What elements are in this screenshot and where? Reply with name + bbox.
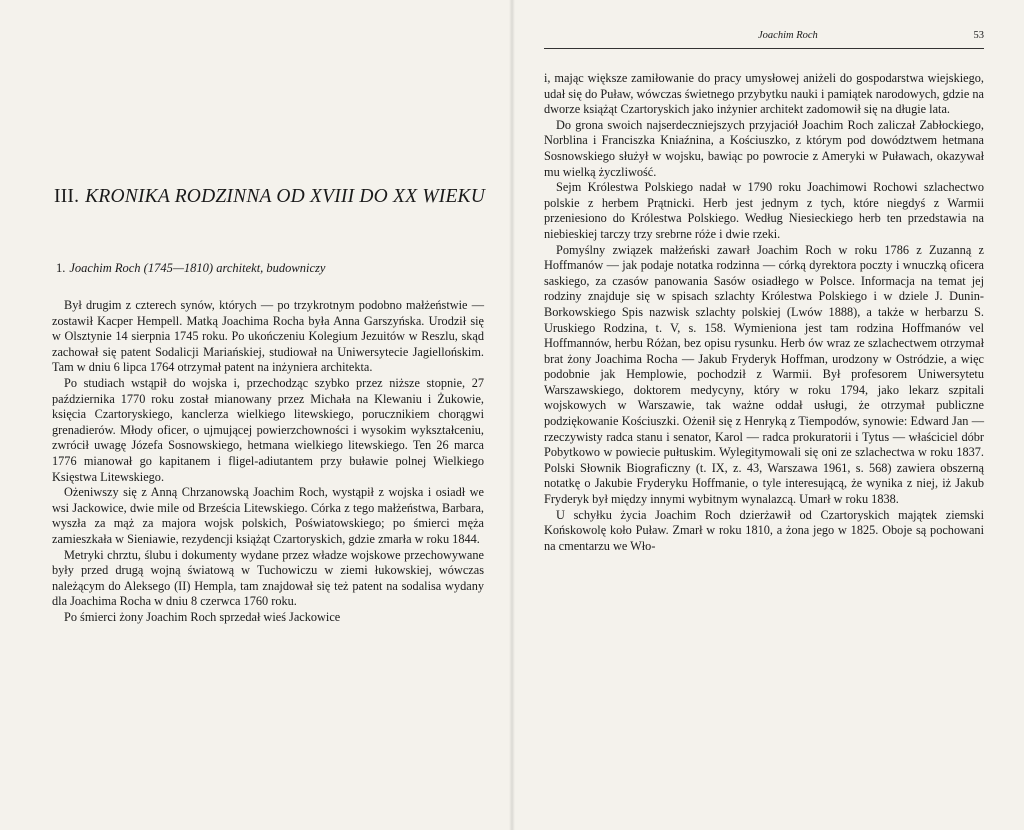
- running-head: [544, 28, 984, 49]
- paragraph: Był drugim z czterech synów, których — po trzykrotnym podobno małżeństwie — zostawił Kacper Hempell. Matką Joachima Rocha była Anna Garszyńska. Urodził się w Olsztynie 14 sierpnia 1745 roku. Po ukończeniu Kolegium Jezuitów w Reszlu, skąd zachował się patent Sodalicji Mariańskiej, studiował na Uniwersytecie Jagiellońskim. Tam w dniu 6 lipca 1764 otrzymał patent na inżyniera architekta.: [52, 298, 484, 375]
- right-page: [512, 0, 1024, 830]
- paragraph: Sejm Królestwa Polskiego nadał w 1790 roku Joachimowi Rochowi szlachectwo polskie z herbem Prątnicki. Herb jest jednym z tych, które niegdyś z Warmii przeniesiono do Królestwa Polskiego. Według Niesieckiego herb ten przedstawia na niebieskiej tarczy trzy srebrne róże i dwie rzeki.: [544, 180, 984, 241]
- paragraph: Po studiach wstąpił do wojska i, przechodząc szybko przez niższe stopnie, 27 października 1770 roku został mianowany przez Michała na Klewaniu i Żukowie, księcia Czartoryskiego, kanclerza wielkiego litewskiego, porucznikiem chorągwi grenadierów. Młody oficer, o ujmującej powierzchowności i wysokim wykształceniu, zwrócił uwagę Józefa Sosnowskiego, hetmana wielkiego litewskiego. Ten 26 marca 1776 mianował go kapitanem i fligel-adiutantem przy buławie polnej Wielkiego Księstwa Litewskiego.: [52, 375, 484, 484]
- chapter-title: [54, 186, 504, 208]
- paragraph: Ożeniwszy się z Anną Chrzanowską Joachim Roch, wystąpił z wojska i osiadł we wsi Jackowice, dwie mile od Brześcia Litewskiego. Córka z tego małżeństwa, Barbara, wyszła za mąż za majora wojsk polskich, Poświatowskiego; po śmierci męża zamieszkała w Sieniawie, rezydencji książąt Czartoryskich, gdzie zmarła w roku 1844.: [52, 485, 484, 546]
- paragraph: Pomyślny związek małżeński zawarł Joachim Roch w roku 1786 z Zuzanną z Hoffmanów — jak podaje notatka rodzinna — córką dyrektora poczty i wnuczką oficera saskiego, za czasów panowania Sasów osiadłego w Polsce. Informacja na temat jej rodziny znajduje się w spisach szlachty Królestwa Polskiego i w dziele J. Dunin-Borkowskiego Spis nazwisk szlachty polskiej (Lwów 1888), a także w herbarzu S. Uruskiego Rodzina, t. V, s. 158. Wymieniona jest tam rodzina Hoffmanów vel Hoffmannów, herbu Różan, bez opisu rysunku. Herb ów wraz ze szlachectwem otrzymał brat żony Joachima Rocha — Jakub Fryderyk Hoffman, urodzony w Ostródzie, a więc podobnie jak Hemplowie, pochodził z Warmii. Był profesorem Uniwersytetu Warszawskiego, doktorem medycyny, który w roku 1794, jako lekarz szpitali wojskowych w Warszawie, tak ważne oddał usługi, że otrzymał publiczne podziękowanie Kościuszki. Ożenił się z Henryką z Tiempodów, synowie: Edward Jan — rzeczywisty radca stanu i senator, Karol — radca prokuratorii i Tytus — właściciel dóbr Pobytkowo w powiecie pułtuskim. Wylegitymowali się oni ze szlachectwa w roku 1837. Polski Słownik Biograficzny (t. IX, z. 43, Warszawa 1961, s. 568) zawiera obszerną notatkę o Jakubie Fryderyku Hoffmanie, o tyle interesującą, że wynika z niej, iż Jakub Fryderyk był między innymi wybitnym wynalazcą. Umarł w roku 1838.: [544, 242, 984, 507]
- section-heading: [56, 261, 506, 276]
- left-body-text: [52, 298, 484, 625]
- running-head-author: Joachim Roch: [758, 30, 818, 41]
- section-number: 1.: [56, 261, 66, 275]
- page-number: 53: [973, 30, 984, 41]
- chapter-title-text: KRONIKA RODZINNA OD XVIII DO XX WIEKU: [85, 186, 486, 207]
- chapter-number: III.: [54, 186, 80, 207]
- section-title-text: Joachim Roch (1745—1810) architekt, budowniczy: [69, 261, 326, 275]
- paragraph: Metryki chrztu, ślubu i dokumenty wydane przez władze wojskowe przechowywane były przed drugą wojną światową w Tuchowiczu w ziemi łukowskiej, wówczas należącym do Aleksego (II) Hempla, tam znajdował się też patent na sodalisa wydany dla Joachima Rocha w dniu 8 czerwca 1760 roku.: [52, 547, 484, 609]
- paragraph: i, mając większe zamiłowanie do pracy umysłowej aniżeli do gospodarstwa wiejskiego, udał się do Puław, wówczas świetnego przybytku nauki i pamiątek narodowych, gdzie na dworze książąt Czartoryskich jako inżynier architekt zadomowił się na długie lata.: [544, 71, 984, 117]
- paragraph: Po śmierci żony Joachim Roch sprzedał wieś Jackowice: [64, 609, 341, 624]
- paragraph: Do grona swoich najserdeczniejszych przyjaciół Joachim Roch zaliczał Zabłockiego, Norblina i Franciszka Kniaźnina, a Kościuszko, z którym pod dowództwem hetmana Sosnowskiego służył w wojsku, bawiąc po powrocie z Ameryki w Puławach, okazywał mu wielką życzliwość.: [544, 117, 984, 179]
- paragraph: U schyłku życia Joachim Roch dzierżawił od Czartoryskich majątek ziemski Końskowolę koło Puław. Zmarł w roku 1810, a żona jego w 1825. Oboje są pochowani na cmentarzu we Wło-: [544, 507, 984, 553]
- right-body-text: [544, 71, 984, 554]
